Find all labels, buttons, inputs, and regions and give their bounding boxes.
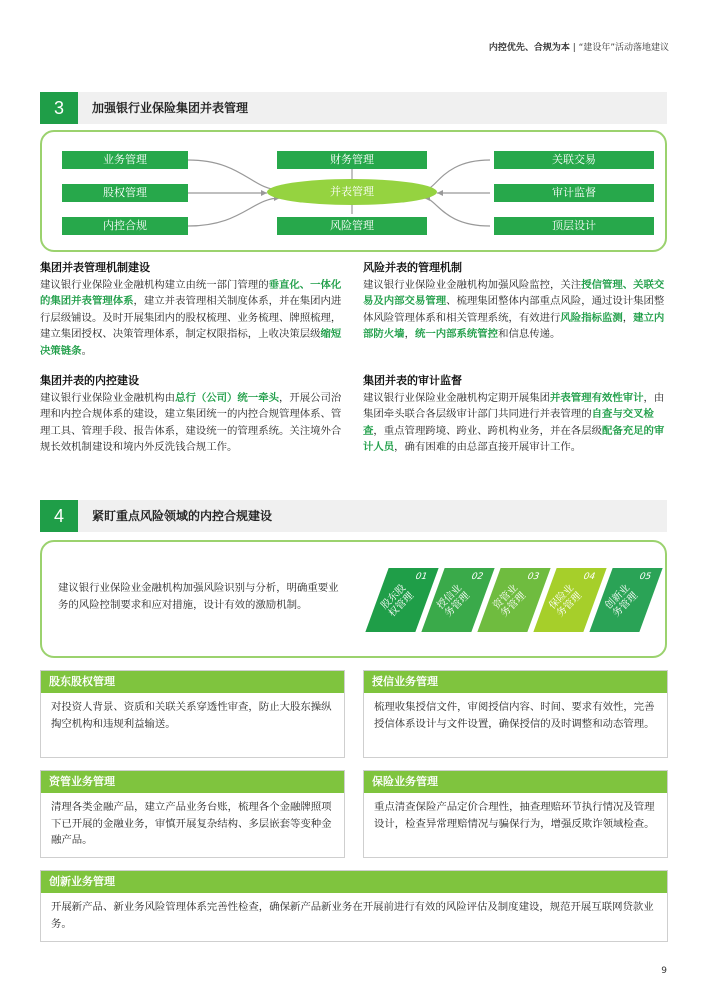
block-consolidation-mechanism [40, 260, 345, 359]
block-title: 集团并表的审计监督 [363, 374, 462, 387]
highlight: 缩短决策链条 [40, 328, 342, 357]
text: ，建立并表管理相关制度体系，并在集团内进行层级铺设。及时开展集团内的股权梳理、业务梳理、牌照梳理，建立集团授权、决策管理体系，制定权限指标，上收决策层级 [40, 295, 342, 340]
card-title: 保险业务管理 [364, 771, 667, 793]
card-body: 清理各类金融产品，建立产品业务台账，梳理各个金融牌照项下已开展的金融业务，审慎开展复杂结构、多层嵌套等变种金融产品。 [51, 801, 332, 846]
card-asset-management [40, 770, 345, 858]
section-3-number: 3 [40, 92, 78, 124]
block-body [40, 390, 345, 456]
page-number: 9 [661, 966, 667, 976]
step-label: 授信业 务管理 [435, 582, 473, 620]
text: 和信息传递。 [498, 328, 561, 340]
highlight: 并表管理有效性审计 [550, 391, 644, 404]
step-label: 保险业 务管理 [547, 582, 585, 620]
block-body [363, 277, 668, 343]
highlight: 风险指标监测 [560, 311, 623, 324]
highlight: 授信管理、关联交易及内部交易管理 [363, 278, 665, 307]
step-number: 05 [637, 572, 653, 582]
block-audit-supervision [363, 373, 668, 456]
card-equity [40, 670, 345, 758]
block-internal-control [40, 373, 345, 456]
highlight: 自查与交叉检查 [363, 408, 654, 437]
node-internal-control: 内控合规 [62, 217, 188, 235]
step-number: 04 [581, 572, 597, 582]
node-equity-management: 股权管理 [62, 184, 188, 202]
card-title: 股东股权管理 [41, 671, 344, 693]
block-title: 集团并表管理机制建设 [40, 261, 150, 274]
text: 、梳理集团整体内部重点风险，通过设计集团整体风险管理体系和相关管理系统，有效进行 [363, 295, 665, 324]
step-label: 股东股 权管理 [379, 582, 417, 620]
card-title: 创新业务管理 [41, 871, 667, 893]
section-3-heading [40, 92, 667, 124]
highlight: 配备充足的审计人员 [363, 424, 665, 453]
highlight: 总行（公司）统一牵头 [175, 391, 279, 404]
section-4-number: 4 [40, 500, 78, 532]
text: 。 [81, 344, 92, 357]
highlight: 垂直化、一体化的集团并表管理体系 [40, 278, 342, 307]
node-consolidation: 并表管理 [267, 179, 437, 205]
step-label: 资管业 务管理 [491, 582, 529, 620]
node-top-level-design: 顶层设计 [494, 217, 654, 235]
section-4-title: 紧盯重点风险领域的内控合规建设 [92, 509, 273, 523]
intro-text: 建议银行业保险业金融机构加强风险识别与分析，明确重要业务的风险控制要求和应对措施，设计有效的激励机制。 [58, 582, 339, 611]
risk-areas-intro [40, 540, 667, 658]
text: ，由集团牵头联合各层级审计部门共同进行并表管理的 [363, 391, 665, 420]
card-credit [363, 670, 668, 758]
block-title: 风险并表的管理机制 [363, 261, 462, 274]
text: ，确有困难的由总部直接开展审计工作。 [394, 441, 582, 453]
text: 建议银行业保险业金融机构定期开展集团 [363, 391, 551, 404]
header-rest: “建设年”活动落地建议 [578, 43, 669, 53]
node-audit-supervision: 审计监督 [494, 184, 654, 202]
card-body: 对投资人背景、资质和关联关系穿透性审查，防止大股东操纵掏空机构和违规利益输送。 [51, 701, 332, 730]
block-body [363, 390, 668, 456]
step-number: 03 [525, 572, 541, 582]
node-finance-management: 财务管理 [277, 151, 427, 169]
text: ，开展公司治理和内控合规体系的建设，建立集团统一的内控合规管理体系、管理工具、管理手段、报告体系，建设统一的管理系统。关注境外合规长效机制建设和境内外反洗钱合规工作。 [40, 391, 342, 453]
block-risk-consolidation [363, 260, 668, 343]
header-sep: | [569, 43, 579, 53]
text: ，重点管理跨境、跨业、跨机构业务，并在各层级 [373, 424, 602, 437]
step-number: 01 [413, 572, 429, 582]
text: ， [622, 311, 634, 324]
text: 建议银行业保险业金融机构加强风险监控，关注 [363, 278, 582, 291]
node-risk-management: 风险管理 [277, 217, 427, 235]
text: 建议银行业保险业金融机构建立由统一部门管理的 [40, 278, 269, 291]
text: 建议银行业保险业金融机构由 [40, 391, 176, 404]
card-innovation [40, 870, 668, 942]
consolidation-diagram [40, 130, 667, 252]
card-body: 梳理收集授信文件，审阅授信内容、时间、要求有效性，完善授信体系设计与文件设置，确保授信的及时调整和动态管理。 [374, 701, 655, 730]
section-4-heading [40, 500, 667, 532]
card-body: 重点清查保险产品定价合理性，抽查理赔环节执行情况及管理设计，检查异常理赔情况与骗保行为，增强反欺诈领域检查。 [374, 801, 655, 830]
step-number: 02 [469, 572, 485, 582]
highlight: 统一内部系统管控 [414, 328, 499, 340]
page-header [489, 40, 669, 53]
highlight: 建立内部防火墙 [363, 311, 665, 340]
card-body: 开展新产品、新业务风险管理体系完善性检查，确保新产品新业务在开展前进行有效的风险评估及制度建设，规范开展互联网贷款业务。 [51, 901, 654, 930]
node-related-transactions: 关联交易 [494, 151, 654, 169]
step-label: 创新业 务管理 [603, 582, 641, 620]
block-title: 集团并表的内控建设 [40, 374, 139, 387]
node-business-management: 业务管理 [62, 151, 188, 169]
section-3-title: 加强银行业保险集团并表管理 [92, 101, 249, 115]
card-title: 资管业务管理 [41, 771, 344, 793]
card-title: 授信业务管理 [364, 671, 667, 693]
text: ， [404, 328, 415, 340]
card-insurance [363, 770, 668, 858]
header-bold: 内控优先、合规为本 [488, 43, 570, 53]
block-body [40, 277, 345, 360]
